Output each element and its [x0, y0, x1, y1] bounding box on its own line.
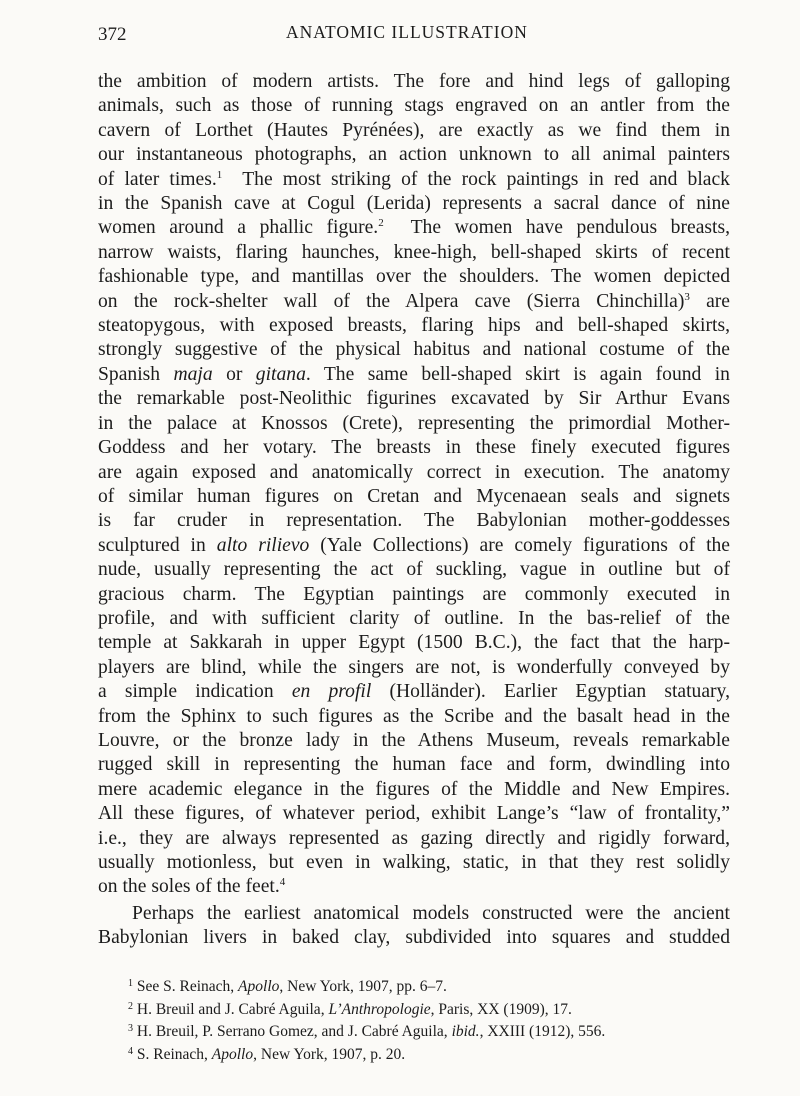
text-line: are again exposed and anatomically correct in execution. The anatomy [98, 461, 730, 483]
text-line: players are blind, while the singers are not, is wonderfully conveyed by [98, 656, 730, 678]
text-line: nude, usually representing the act of suckling, vague in outline but of [98, 559, 730, 581]
text-segment: on the soles of the feet. [98, 876, 280, 898]
text-segment: The women have pendulous breasts, [410, 217, 730, 239]
text-line: rugged skill in representing the human face and form, dwindling into [98, 754, 730, 776]
italic-term: en profil [291, 681, 372, 703]
footnote-title: Apollo [238, 978, 280, 995]
footnote-ref: 3 [684, 290, 690, 303]
text-segment: of later times. [98, 168, 217, 190]
footnote-mark: 1 [128, 978, 133, 989]
text-segment: The most striking of the rock paintings in red and black [242, 168, 730, 190]
page-number: 372 [98, 24, 127, 45]
footnote-title: ibid. [451, 1023, 480, 1040]
text-line [98, 680, 730, 704]
text-line [98, 290, 730, 314]
text-line: Perhaps the earliest anatomical models constructed were the ancient [132, 902, 730, 924]
footnote-title: Apollo [211, 1045, 254, 1063]
italic-term: gitana [255, 363, 306, 385]
text-segment: women around a phallic figure. [98, 217, 379, 239]
footnote-text: See S. Reinach, [136, 978, 235, 995]
text-line: the remarkable post-Neolithic figurines excavated by Sir Arthur Evans [98, 388, 730, 410]
footnote-text: , New York, 1907, pp. 6–7. [279, 978, 447, 995]
text-line: the ambition of modern artists. The fore and hind legs of galloping [98, 71, 730, 92]
text-segment: (Yale Collections) are comely figurations of the [320, 534, 731, 556]
text-segment: Spanish [98, 363, 161, 385]
text-line [98, 168, 730, 192]
footnotes [128, 976, 728, 1066]
text-line [98, 534, 730, 558]
text-line: narrow waists, flaring haunches, knee-high, bell-shaped skirts of recent [98, 241, 730, 263]
text-segment: (Holländer). Earlier Egyptian statuary, [389, 681, 730, 703]
footnote-text: H. Breuil and J. Cabré Aguila, [136, 1000, 325, 1018]
paragraph-1 [98, 70, 730, 900]
footnote-text: S. Reinach, [136, 1045, 208, 1063]
text-segment: on the rock-shelter wall of the Alpera cave (Sierra Chinchilla) [98, 290, 685, 312]
text-line: temple at Sakkarah in upper Egypt (1500 B.C.), the fact that the harp- [98, 632, 730, 654]
text-line: strongly suggestive of the physical habitus and national costume of the [98, 339, 730, 361]
text-segment: are [706, 290, 730, 312]
text-line: from the Sphinx to such figures as the Scribe and the basalt head in the [98, 705, 730, 727]
text-line: Babylonian livers in baked clay, subdivided into squares and studded [98, 927, 730, 949]
text-line: fashionable type, and mantillas over the shoulders. The women depicted [98, 266, 730, 288]
text-line: i.e., they are always represented as gazing directly and rigidly forward, [98, 827, 730, 849]
text-line: mere academic elegance in the figures of the Middle and New Empires. [98, 778, 730, 800]
text-line: profile, and with sufficient clarity of outline. In the bas-relief of the [98, 607, 730, 629]
footnote [128, 999, 728, 1022]
text-line: gracious charm. The Egyptian paintings are commonly executed in [98, 583, 730, 605]
text-line: steatopygous, with exposed breasts, flaring hips and bell-shaped skirts, [98, 315, 730, 337]
text-line: our instantaneous photographs, an action unknown to all animal painters [98, 144, 730, 166]
text-segment: or [226, 363, 243, 385]
text-segment: a simple indication [98, 681, 274, 703]
footnote-mark: 3 [128, 1023, 133, 1034]
footnote-text: , New York, 1907, p. 20. [253, 1045, 406, 1063]
footnote-mark: 4 [128, 1045, 133, 1057]
paragraph-2 [98, 902, 730, 951]
page-header [98, 22, 730, 50]
text-line: All these figures, of whatever period, exhibit Lange’s “law of frontality,” [98, 803, 730, 825]
text-line: in the Spanish cave at Cogul (Lerida) represents a sacral dance of nine [98, 193, 730, 215]
text-segment: . The same bell-shaped skirt is again found in [305, 363, 730, 385]
footnote-mark: 2 [128, 1000, 133, 1012]
footnote-title: L’Anthropologie [328, 1000, 431, 1018]
text-line: usually motionless, but even in walking, static, in that they rest solidly [98, 852, 730, 873]
footnote-ref: 4 [279, 876, 286, 889]
italic-term: alto rilievo [216, 534, 310, 556]
text-line: animals, such as those of running stags engraved on an antler from the [98, 95, 730, 117]
footnote-ref: 1 [216, 168, 223, 181]
text-line [98, 216, 730, 240]
text-line: in the palace at Knossos (Crete), representing the primordial Mother- [98, 412, 730, 434]
footnote [128, 1044, 728, 1067]
text-line [98, 363, 730, 387]
text-line: Louvre, or the bronze lady in the Athens Museum, reveals remarkable [98, 729, 730, 751]
footnote [128, 1021, 728, 1044]
text-line: is far cruder in representation. The Babylonian mother-goddesses [98, 510, 730, 532]
text-line: cavern of Lorthet (Hautes Pyrénées), are exactly as we find them in [98, 119, 730, 141]
footnote-text: , XXIII (1912), 556. [479, 1023, 606, 1040]
text-line: Goddess and her votary. The breasts in these finely executed figures [98, 437, 730, 459]
text-segment: sculptured in [98, 534, 206, 556]
footnote-text: H. Breuil, P. Serrano Gomez, and J. Cabré Aguila, [136, 1023, 448, 1040]
text-line: of similar human figures on Cretan and Mycenaean seals and signets [98, 485, 730, 507]
footnote [128, 976, 728, 999]
running-title: ANATOMIC ILLUSTRATION [286, 22, 528, 42]
footnote-ref: 2 [378, 217, 384, 230]
italic-term: maja [173, 363, 213, 385]
footnote-text: , Paris, XX (1909), 17. [430, 1000, 572, 1018]
text-line [98, 875, 730, 899]
body-text [98, 70, 730, 951]
